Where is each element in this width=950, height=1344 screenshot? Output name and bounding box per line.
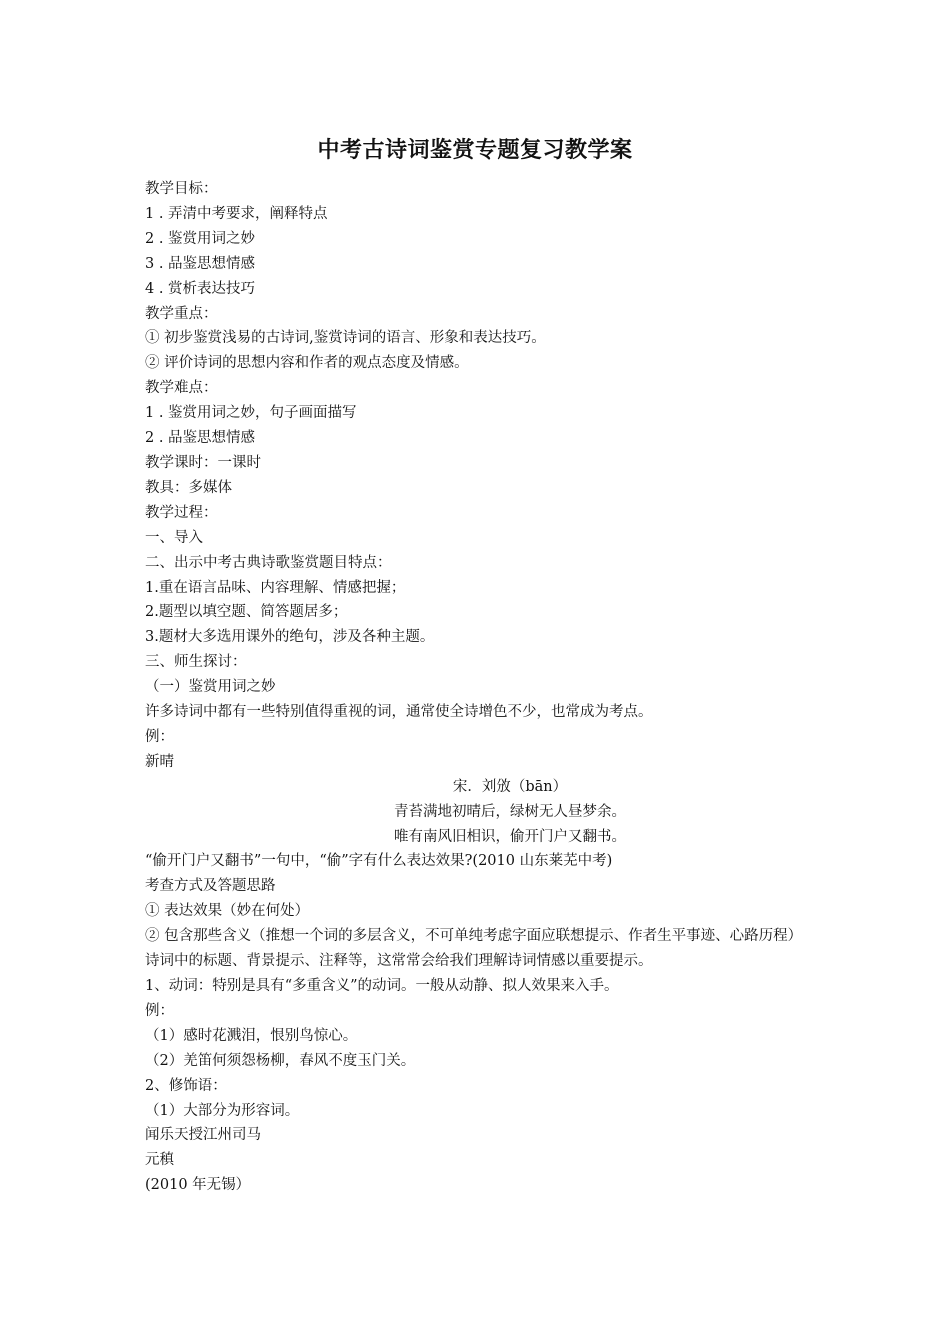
text-line: （1）感时花溅泪，恨别鸟惊心。 (145, 1027, 358, 1044)
text-line: ② 评价诗词的思想内容和作者的观点态度及情感。 (145, 355, 469, 372)
text-line: 二、出示中考古典诗歌鉴赏题目特点： (145, 554, 392, 571)
text-line: 闻乐天授江州司马 (145, 1127, 261, 1144)
text-line: 2 . 品鉴思想情感 (145, 430, 256, 447)
text-line: 1 . 弄清中考要求，阐释特点 (145, 205, 328, 222)
text-line: ① 初步鉴赏浅易的古诗词,鉴赏诗词的语言、形象和表达技巧。 (145, 330, 546, 347)
text-line: 诗词中的标题、背景提示、注释等，这常常会给我们理解诗词情感以重要提示。 (145, 953, 653, 970)
text-line: 三、师生探讨： (145, 654, 247, 671)
text-line: 例： (145, 728, 174, 745)
text-line: 1.重在语言品味、内容理解、情感把握； (145, 579, 406, 596)
text-line: ① 表达效果（妙在何处） (145, 903, 310, 920)
text-line: 许多诗词中都有一些特别值得重视的词，通常使全诗增色不少，也常成为考点。 (145, 704, 653, 721)
text-line: （1）大部分为形容词。 (145, 1102, 300, 1119)
text-line: 1、动词：特别是具有“多重含义”的动词。一般从动静、拟人效果来入手。 (145, 978, 619, 994)
text-line: (2010 年无锡） (145, 1177, 251, 1194)
text-line: 3.题材大多选用课外的绝句，涉及各种主题。 (145, 629, 435, 646)
text-line: （一）鉴赏用词之妙 (145, 679, 276, 696)
text-line: （2）羌笛何须怨杨柳，春风不度玉门关。 (145, 1052, 416, 1069)
text-line: 教具：多媒体 (145, 479, 232, 496)
text-line: 2 . 鉴赏用词之妙 (145, 230, 256, 247)
document-title: 中考古诗词鉴赏专题复习教学案 (317, 138, 633, 163)
text-line: 4 . 赏析表达技巧 (145, 280, 256, 297)
text-line: “偷开门户又翻书”一句中，“偷”字有什么表达效果?(2010 山东莱芜中考) (145, 853, 613, 870)
text-line: 2、修饰语： (145, 1077, 227, 1094)
text-line: 教学过程： (145, 504, 218, 521)
text-line: 新晴 (145, 753, 174, 770)
text-line: 例： (145, 1002, 174, 1019)
text-line: 教学难点： (145, 380, 218, 397)
poem-line: 青苔满地初晴后，绿树无人昼梦余。 (394, 803, 626, 820)
text-line: 教学目标： (145, 181, 218, 197)
text-line: 一、导入 (145, 529, 203, 546)
poem-line: 唯有南风旧相识，偷开门户又翻书。 (394, 828, 626, 845)
poem-line: 宋．刘攽（bān） (452, 778, 568, 795)
document-body (145, 177, 825, 1198)
text-line: 3 . 品鉴思想情感 (145, 255, 256, 272)
text-line: 1 . 鉴赏用词之妙，句子画面描写 (145, 405, 357, 422)
text-line: 教学重点： (145, 305, 218, 322)
text-line: 教学课时：一课时 (145, 454, 261, 471)
text-line: 元稹 (145, 1152, 174, 1169)
text-line: 2.题型以填空题、简答题居多； (145, 604, 348, 621)
text-line: ② 包含那些含义（推想一个词的多层含义，不可单纯考虑字面应联想提示、作者生平事迹、心路历程） (145, 928, 803, 945)
text-line: 考查方式及答题思路 (145, 878, 276, 895)
